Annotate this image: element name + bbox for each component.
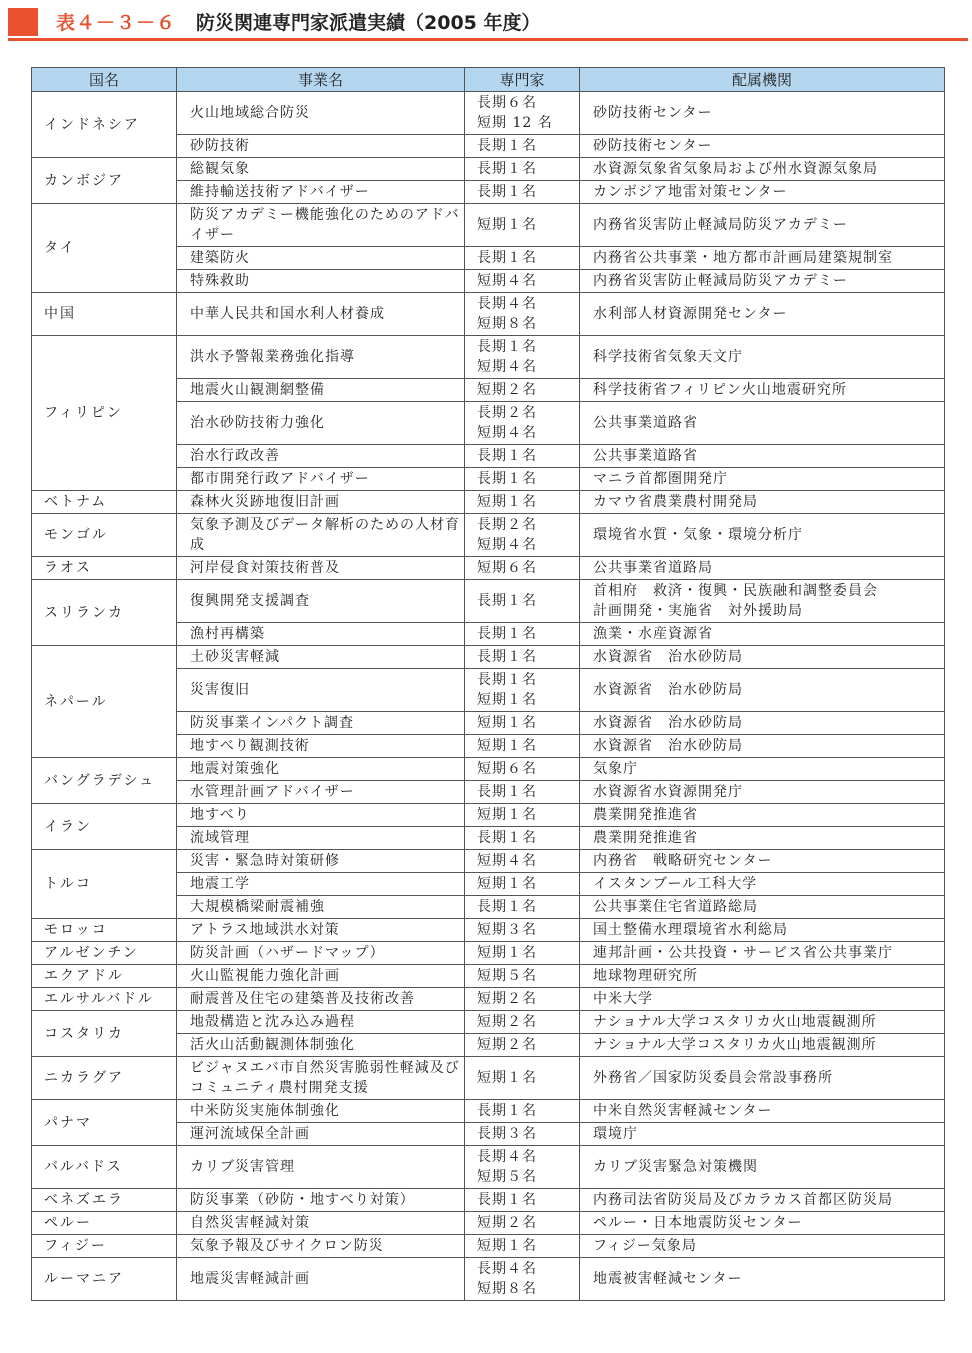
expert-count: 長期１名: [477, 1103, 537, 1119]
experts-cell: [465, 514, 580, 557]
project-cell: カリブ災害管理: [177, 1146, 465, 1189]
experts-cell: [465, 781, 580, 804]
project-cell: 防災計画（ハザードマップ）: [177, 942, 465, 965]
col-header-experts: 専門家: [465, 68, 580, 92]
expert-count: 短期２名: [477, 991, 537, 1007]
organization-cell: 国土整備水理環境省水利総局: [580, 919, 945, 942]
country-cell: タイ: [32, 204, 177, 293]
organization-cell: 内務司法省防災局及びカラカス首都区防災局: [580, 1189, 945, 1212]
organization-cell: 農業開発推進省: [580, 827, 945, 850]
organization-cell: 地球物理研究所: [580, 965, 945, 988]
organization-cell: 公共事業省道路局: [580, 557, 945, 580]
experts-cell: [465, 1258, 580, 1301]
expert-count: 短期６名: [477, 761, 537, 777]
organization-cell: 水資源省 治水砂防局: [580, 735, 945, 758]
experts-cell: [465, 965, 580, 988]
experts-cell: [465, 942, 580, 965]
table-row: [32, 919, 945, 942]
project-cell: 河岸侵食対策技術普及: [177, 557, 465, 580]
expert-count: 長期１名: [477, 784, 537, 800]
organization-cell: 水資源省 治水砂防局: [580, 712, 945, 735]
project-cell: 維持輸送技術アドバイザー: [177, 181, 465, 204]
expert-count: 短期１名: [477, 217, 537, 233]
experts-cell: [465, 988, 580, 1011]
experts-cell: [465, 1212, 580, 1235]
expert-count: 長期４名: [477, 296, 537, 312]
table-row: [32, 336, 945, 379]
expert-count: 長期１名: [477, 250, 537, 266]
country-cell: パナマ: [32, 1100, 177, 1146]
experts-cell: [465, 580, 580, 623]
organization-cell: 水資源省 治水砂防局: [580, 669, 945, 712]
experts-cell: [465, 158, 580, 181]
experts-cell: [465, 1235, 580, 1258]
country-cell: インドネシア: [32, 92, 177, 158]
organization-cell: 水資源省 治水砂防局: [580, 646, 945, 669]
table-row: [32, 1057, 945, 1100]
project-cell: 地震災害軽減計画: [177, 1258, 465, 1301]
experts-cell: [465, 712, 580, 735]
project-cell: 地すべり: [177, 804, 465, 827]
expert-count: 長期１名: [477, 593, 537, 609]
table-row: [32, 1212, 945, 1235]
country-cell: フィジー: [32, 1235, 177, 1258]
country-cell: スリランカ: [32, 580, 177, 646]
country-cell: モロッコ: [32, 919, 177, 942]
expert-count: 短期８名: [477, 316, 537, 332]
project-cell: ビジャヌエバ市自然災害脆弱性軽減及びコミュニティ農村開発支援: [177, 1057, 465, 1100]
table-row: [32, 942, 945, 965]
project-cell: 漁村再構築: [177, 623, 465, 646]
organization-cell: 砂防技術センター: [580, 92, 945, 135]
experts-cell: [465, 135, 580, 158]
country-cell: ラオス: [32, 557, 177, 580]
experts-cell: [465, 1189, 580, 1212]
experts-cell: [465, 1011, 580, 1034]
col-header-country: 国名: [32, 68, 177, 92]
col-header-project: 事業名: [177, 68, 465, 92]
project-cell: 水管理計画アドバイザー: [177, 781, 465, 804]
project-cell: 特殊救助: [177, 270, 465, 293]
table-row: [32, 514, 945, 557]
experts-cell: [465, 827, 580, 850]
table-row: [32, 293, 945, 336]
table-row: [32, 92, 945, 135]
project-cell: 治水砂防技術力強化: [177, 402, 465, 445]
expert-count: 長期１名: [477, 184, 537, 200]
organization-cell: カマウ省農業農村開発局: [580, 491, 945, 514]
organization-cell: フィジー気象局: [580, 1235, 945, 1258]
project-cell: 森林火災跡地復旧計画: [177, 491, 465, 514]
project-cell: 流域管理: [177, 827, 465, 850]
expert-count: 短期４名: [477, 425, 537, 441]
experts-cell: [465, 270, 580, 293]
expert-count: 長期４名: [477, 1261, 537, 1277]
table-row: [32, 988, 945, 1011]
project-cell: 復興開発支援調査: [177, 580, 465, 623]
expert-count: 短期４名: [477, 359, 537, 375]
project-cell: 気象予測及びデータ解析のための人材育成: [177, 514, 465, 557]
project-cell: 運河流域保全計画: [177, 1123, 465, 1146]
expert-count: 短期２名: [477, 1037, 537, 1053]
table-body: [32, 92, 945, 1301]
experts-cell: [465, 336, 580, 379]
table-number: 表４－３－６: [56, 12, 177, 34]
experts-cell: [465, 1034, 580, 1057]
organization-cell: 環境庁: [580, 1123, 945, 1146]
project-cell: 都市開発行政アドバイザー: [177, 468, 465, 491]
table-row: [32, 758, 945, 781]
table-row: [32, 158, 945, 181]
project-cell: 地震対策強化: [177, 758, 465, 781]
expert-count: 短期１名: [477, 494, 537, 510]
experts-cell: [465, 646, 580, 669]
expert-count: 短期１名: [477, 738, 537, 754]
organization-cell: 外務省／国家防災委員会常設事務所: [580, 1057, 945, 1100]
experts-cell: [465, 735, 580, 758]
table-row: [32, 1100, 945, 1123]
country-cell: イラン: [32, 804, 177, 850]
country-cell: トルコ: [32, 850, 177, 919]
organization-cell: 水資源気象省気象局および州水資源気象局: [580, 158, 945, 181]
experts-cell: [465, 293, 580, 336]
project-cell: 洪水予警報業務強化指導: [177, 336, 465, 379]
organization-cell: 内務省公共事業・地方都市計画局建築規制室: [580, 247, 945, 270]
experts-cell: [465, 92, 580, 135]
country-cell: ペルー: [32, 1212, 177, 1235]
expert-count: 短期１名: [477, 1238, 537, 1254]
project-cell: 地震火山観測網整備: [177, 379, 465, 402]
expert-count: 長期１名: [477, 471, 537, 487]
header-rule: [8, 38, 968, 41]
experts-cell: [465, 873, 580, 896]
table-row: [32, 646, 945, 669]
table-row: [32, 1146, 945, 1189]
organization-cell: 連邦計画・公共投資・サービス省公共事業庁: [580, 942, 945, 965]
page-header: [8, 6, 968, 38]
expert-count: 短期１名: [477, 807, 537, 823]
expert-count: 短期１名: [477, 1070, 537, 1086]
expert-count: 長期２名: [477, 405, 537, 421]
organization-cell: ナショナル大学コスタリカ火山地震観測所: [580, 1034, 945, 1057]
experts-cell: [465, 1123, 580, 1146]
expert-count: 短期６名: [477, 560, 537, 576]
header-marker: [8, 8, 38, 36]
experts-cell: [465, 445, 580, 468]
experts-cell: [465, 804, 580, 827]
expert-count: 短期１名: [477, 692, 537, 708]
experts-cell: [465, 402, 580, 445]
experts-cell: [465, 204, 580, 247]
table-row: [32, 804, 945, 827]
table-title: 防災関連専門家派遣実績（2005 年度）: [196, 12, 541, 34]
expert-count: 長期１名: [477, 649, 537, 665]
expert-count: 長期６名: [477, 95, 537, 111]
project-cell: 災害復旧: [177, 669, 465, 712]
country-cell: バングラデシュ: [32, 758, 177, 804]
expert-count: 長期１名: [477, 672, 537, 688]
country-cell: ルーマニア: [32, 1258, 177, 1301]
table-row: [32, 557, 945, 580]
organization-cell: 内務省災害防止軽減局防災アカデミー: [580, 204, 945, 247]
project-cell: 地殻構造と沈み込み過程: [177, 1011, 465, 1034]
country-cell: モンゴル: [32, 514, 177, 557]
organization-cell: 農業開発推進省: [580, 804, 945, 827]
expert-count: 短期１名: [477, 876, 537, 892]
project-cell: アトラス地域洪水対策: [177, 919, 465, 942]
organization-cell: 科学技術省フィリピン火山地震研究所: [580, 379, 945, 402]
expert-count: 長期３名: [477, 1126, 537, 1142]
expert-count: 長期１名: [477, 899, 537, 915]
table-row: [32, 1011, 945, 1034]
project-cell: 砂防技術: [177, 135, 465, 158]
organization-cell: 水利部人材資源開発センター: [580, 293, 945, 336]
table-row: [32, 965, 945, 988]
expert-count: 長期１名: [477, 448, 537, 464]
experts-cell: [465, 919, 580, 942]
country-cell: ベネズエラ: [32, 1189, 177, 1212]
experts-cell: [465, 623, 580, 646]
experts-cell: [465, 850, 580, 873]
expert-count: 長期１名: [477, 1192, 537, 1208]
dispatch-table: [31, 67, 945, 1301]
table-row: [32, 850, 945, 873]
organization-cell: 公共事業道路省: [580, 445, 945, 468]
table-row: [32, 204, 945, 247]
organization-cell: 環境省水質・気象・環境分析庁: [580, 514, 945, 557]
organization-cell: 科学技術省気象天文庁: [580, 336, 945, 379]
organization-cell: 首相府 救済・復興・民族融和調整委員会 計画開発・実施省 対外援助局: [580, 580, 945, 623]
table-row: [32, 580, 945, 623]
project-cell: 建築防火: [177, 247, 465, 270]
experts-cell: [465, 896, 580, 919]
country-cell: ベトナム: [32, 491, 177, 514]
expert-count: 短期４名: [477, 273, 537, 289]
project-cell: 気象予報及びサイクロン防災: [177, 1235, 465, 1258]
project-cell: 大規模橋梁耐震補強: [177, 896, 465, 919]
expert-count: 短期１名: [477, 715, 537, 731]
expert-count: 短期 12 名: [477, 115, 553, 131]
experts-cell: [465, 557, 580, 580]
organization-cell: 中米大学: [580, 988, 945, 1011]
organization-cell: 中米自然災害軽減センター: [580, 1100, 945, 1123]
project-cell: 活火山活動観測体制強化: [177, 1034, 465, 1057]
project-cell: 火山地域総合防災: [177, 92, 465, 135]
col-header-org: 配属機関: [580, 68, 945, 92]
experts-cell: [465, 379, 580, 402]
table-row: [32, 1235, 945, 1258]
organization-cell: カリブ災害緊急対策機関: [580, 1146, 945, 1189]
expert-count: 短期１名: [477, 945, 537, 961]
expert-count: 短期５名: [477, 1169, 537, 1185]
experts-cell: [465, 758, 580, 781]
experts-cell: [465, 247, 580, 270]
experts-cell: [465, 1146, 580, 1189]
expert-count: 短期８名: [477, 1281, 537, 1297]
organization-cell: 公共事業住宅省道路総局: [580, 896, 945, 919]
country-cell: エルサルバドル: [32, 988, 177, 1011]
organization-cell: ペルー・日本地震防災センター: [580, 1212, 945, 1235]
expert-count: 短期４名: [477, 853, 537, 869]
project-cell: 自然災害軽減対策: [177, 1212, 465, 1235]
expert-count: 長期１名: [477, 161, 537, 177]
expert-count: 長期２名: [477, 517, 537, 533]
expert-count: 長期１名: [477, 339, 537, 355]
experts-cell: [465, 1057, 580, 1100]
organization-cell: カンボジア地雷対策センター: [580, 181, 945, 204]
experts-cell: [465, 669, 580, 712]
table-row: [32, 1189, 945, 1212]
project-cell: 中米防災実施体制強化: [177, 1100, 465, 1123]
organization-cell: 内務省災害防止軽減局防災アカデミー: [580, 270, 945, 293]
organization-cell: 公共事業道路省: [580, 402, 945, 445]
table-row: [32, 1258, 945, 1301]
project-cell: 総観気象: [177, 158, 465, 181]
project-cell: 地震工学: [177, 873, 465, 896]
project-cell: 防災事業インパクト調査: [177, 712, 465, 735]
expert-count: 長期１名: [477, 626, 537, 642]
organization-cell: 地震被害軽減センター: [580, 1258, 945, 1301]
organization-cell: イスタンブール工科大学: [580, 873, 945, 896]
organization-cell: 気象庁: [580, 758, 945, 781]
project-cell: 土砂災害軽減: [177, 646, 465, 669]
expert-count: 短期２名: [477, 1215, 537, 1231]
experts-cell: [465, 1100, 580, 1123]
experts-cell: [465, 468, 580, 491]
country-cell: フィリピン: [32, 336, 177, 491]
expert-count: 短期２名: [477, 1014, 537, 1030]
project-cell: 治水行政改善: [177, 445, 465, 468]
experts-cell: [465, 491, 580, 514]
project-cell: 地すべり観測技術: [177, 735, 465, 758]
table-row: [32, 491, 945, 514]
project-cell: 防災アカデミー機能強化のためのアドバイザー: [177, 204, 465, 247]
country-cell: バルバドス: [32, 1146, 177, 1189]
country-cell: カンボジア: [32, 158, 177, 204]
expert-count: 長期１名: [477, 138, 537, 154]
country-cell: ネパール: [32, 646, 177, 758]
organization-cell: 漁業・水産資源省: [580, 623, 945, 646]
organization-cell: 内務省 戦略研究センター: [580, 850, 945, 873]
expert-count: 短期３名: [477, 922, 537, 938]
expert-count: 短期４名: [477, 537, 537, 553]
project-cell: 災害・緊急時対策研修: [177, 850, 465, 873]
expert-count: 短期２名: [477, 382, 537, 398]
expert-count: 短期５名: [477, 968, 537, 984]
project-cell: 防災事業（砂防・地すべり対策）: [177, 1189, 465, 1212]
project-cell: 中華人民共和国水利人材養成: [177, 293, 465, 336]
project-cell: 耐震普及住宅の建築普及技術改善: [177, 988, 465, 1011]
organization-cell: マニラ首都圏開発庁: [580, 468, 945, 491]
experts-cell: [465, 181, 580, 204]
project-cell: 火山監視能力強化計画: [177, 965, 465, 988]
organization-cell: 水資源省水資源開発庁: [580, 781, 945, 804]
expert-count: 長期１名: [477, 830, 537, 846]
country-cell: コスタリカ: [32, 1011, 177, 1057]
country-cell: アルゼンチン: [32, 942, 177, 965]
country-cell: ニカラグア: [32, 1057, 177, 1100]
country-cell: 中国: [32, 293, 177, 336]
organization-cell: ナショナル大学コスタリカ火山地震観測所: [580, 1011, 945, 1034]
country-cell: エクアドル: [32, 965, 177, 988]
organization-cell: 砂防技術センター: [580, 135, 945, 158]
table-header-row: [32, 68, 945, 92]
expert-count: 長期４名: [477, 1149, 537, 1165]
